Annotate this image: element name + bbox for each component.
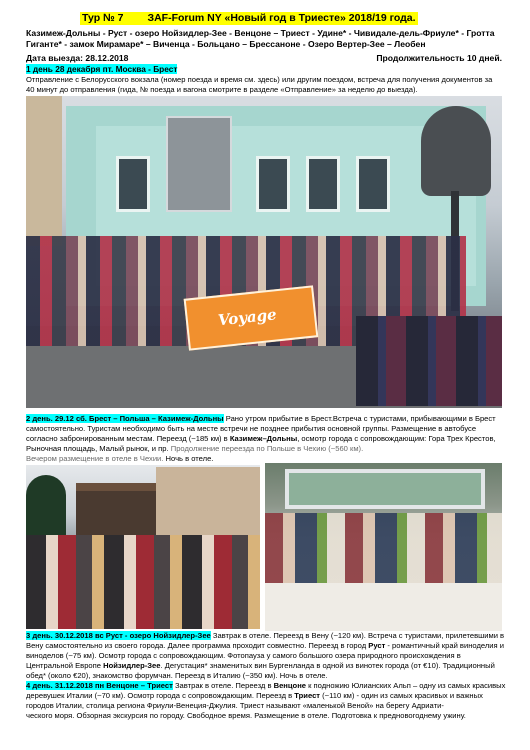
tour-route: Казимеж-Дольны - Руст - озеро Нойзидлер-Зее - Венцоне – Триест - Удине* - Чивидале-дель-Фриуле* - Гротта Гиганте* - замок Мирамаре* – Виченца - Больцано – Брессаноне - Озеро Вертер-Зее – Леобен xyxy=(26,28,495,49)
statue xyxy=(421,106,491,196)
tourists-with-cups xyxy=(26,535,260,629)
departure-date: Дата выезда: 28.12.2018 xyxy=(26,53,129,63)
date-bar xyxy=(26,53,502,64)
tour-label: Тур № 7 xyxy=(82,12,124,24)
group-photo-station xyxy=(26,96,502,408)
day3-heading: 3 день. 30.12.2018 вс Руст - озеро Нойзидлер-Зее xyxy=(26,631,211,640)
day1-heading: 1 день 28 декабря пт. Москва - Брест xyxy=(26,64,178,74)
day4-heading: 4 день. 31.12.2018 пн Венцоне – Триест xyxy=(26,681,173,690)
train-compartment-photo xyxy=(265,463,502,631)
tour-title: ЗАF-Forum NY «Новый год в Триесте» 2018/19 года. xyxy=(147,12,416,24)
luggage xyxy=(356,316,502,406)
day1-text: Отправление с Белорусского вокзала (номер поезда и время см. здесь) или другим поездом, встреча для получения документов за 40 минут до отправления (гида, № поезда и вагона смотрите в разделе «Отправление» за неделю до выезда). xyxy=(26,75,493,94)
tour-title-bar xyxy=(80,12,418,25)
voyage-banner: Voyage xyxy=(184,285,319,350)
tour-duration: Продолжительность 10 дней. xyxy=(376,53,502,63)
day3-day4-block: 3 день. 30.12.2018 вс Руст - озеро Нойзидлер-Зее Завтрак в отеле. Переезд в Вену (~120 км). Встреча с туристами, прилетевшими в Вену самостоятельно из своего города. Далее программа проходит совместно. Переезд в город Руст - романтичный край виноделия и виноделов (~75 км). Осмотр города с сопровождающим. Фотопауза у самого большого озера природного происхождения в Центральной Европе Нойзидлер-Зее. Дегустация* знаменитых вин Бургенланда в одной из винотек города (от €10). Традиционный обед* (около €20), знакомство форумчан. Переезд в Италию (~350 км). Ночь в отеле. 4 день. 31.12.2018 пн Венцоне – Триест Завтрак в отеле. Переезд в Венцоне к подножию Юлианских Альп – одну из самых красивых деревушек Италии (~70 км). Осмотр города с сопровождающим. Переезд в Триест (~110 км) - один из самых красивых и важных городов Италии, столица региона Фриули-Венеция-Джулия. Триест называют «маленькой Веной» на берегу Адриати- ческого моря. Обзорная экскурсия по городу. Свободное время. Размещение в отеле. Подготовка к предновогоднему ужину. xyxy=(26,631,506,720)
christmas-market-photo xyxy=(26,465,260,629)
day2-heading: 2 день. 29.12 сб. Брест – Польша – Казимеж-Дольны xyxy=(26,414,224,423)
tourists-in-train xyxy=(265,513,502,593)
day2-block: 2 день. 29.12 сб. Брест – Польша – Казимеж-Дольны Рано утром прибытие в Брест.Встреча с туристами, прибывающими в Брест самостоятельно. Туристам необходимо быть на месте встречи не позднее прибытия основной группы. Размещение в автобусе согласно забронированным местам. Переезд (~185 км) в Казимеж–Дольны, осмотр города с сопровождающим: Гора Трех Крестов, Рыночная площадь, Малый рынок, и пр. Продолжение переезда по Польше в Чехию (~560 км). Вечером размещение в отеле в Чехии. Ночь в отеле. xyxy=(26,414,496,463)
